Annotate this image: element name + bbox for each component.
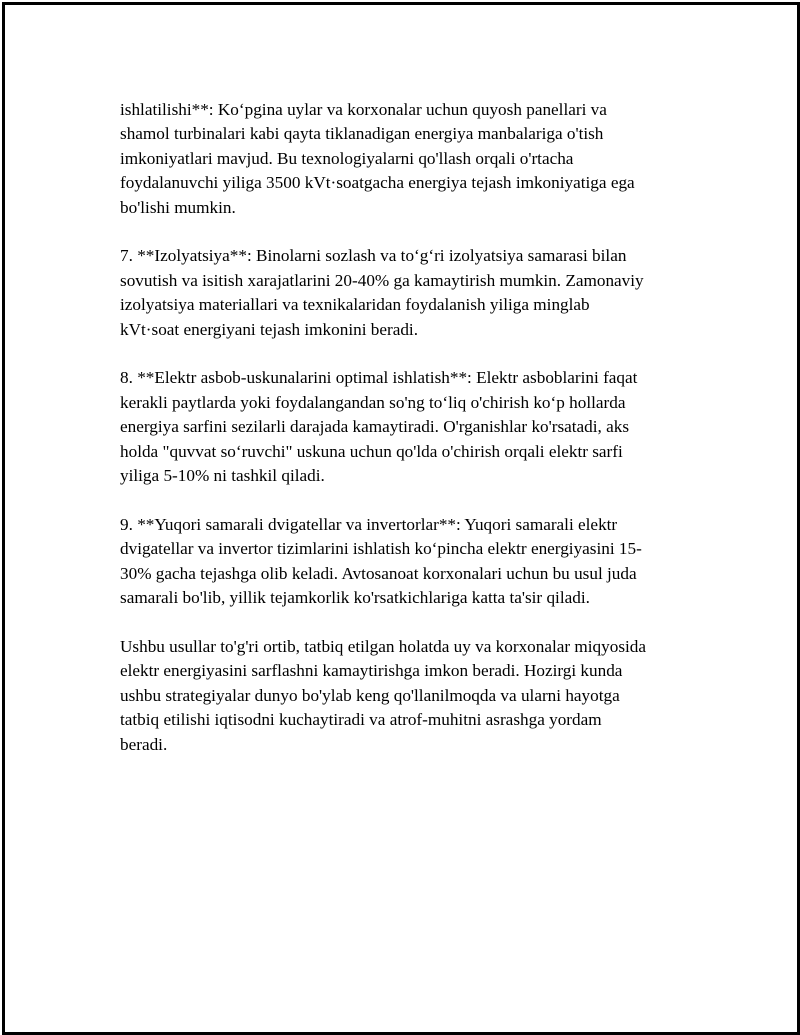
text-line: tatbiq etilishi iqtisodni kuchaytiradi va atrof-muhitni asrashga yordam (120, 710, 602, 730)
text-line: imkoniyatlari mavjud. Bu texnologiyalarni qo'llash orqali o'rtacha (120, 148, 574, 168)
text-line: 30% gacha tejashga olib keladi. Avtosanoat korxonalari uchun bu usul juda (120, 563, 637, 583)
text-line: energiya sarfini sezilarli darajada kamaytiradi. O'rganishlar ko'rsatadi, aks (120, 417, 630, 437)
paragraph-appliances (120, 366, 700, 488)
paragraph-conclusion (120, 635, 700, 757)
text-line: kerakli paytlarda yoki foydalangandan so'ng to‘liq o'chirish ko‘p hollarda (120, 392, 626, 412)
text-line: izolyatsiya materiallari va texnikalaridan foydalanish yiliga minglab (120, 295, 590, 315)
text-line: sovutish va isitish xarajatlarini 20-40% ga kamaytirish mumkin. Zamonaviy (120, 270, 644, 290)
text-line: ushbu strategiyalar dunyo bo'ylab keng qo'llanilmoqda va ularni hayotga (120, 685, 620, 705)
text-line: dvigatellar va invertor tizimlarini ishlatish ko‘pincha elektr energiyasini 15- (120, 539, 642, 559)
text-line: bo'lishi mumkin. (120, 197, 236, 217)
document-body (120, 98, 700, 781)
text-line: foydalanuvchi yiliga 3500 kVt·soatgacha energiya tejash imkoniyatiga ega (120, 173, 635, 193)
text-line: elektr energiyasini sarflashni kamaytirishga imkon beradi. Hozirgi kunda (120, 661, 623, 681)
paragraph-insulation (120, 244, 700, 342)
text-line: ishlatilishi**: Ko‘pgina uylar va korxonalar uchun quyosh panellari va (120, 100, 607, 119)
text-line: holda "quvvat so‘ruvchi" uskuna uchun qo'lda o'chirish orqali elektr sarfi (120, 441, 623, 461)
text-line: yiliga 5-10% ni tashkil qiladi. (120, 466, 325, 486)
text-line: 7. **Izolyatsiya**: Binolarni sozlash va to‘g‘ri izolyatsiya samarasi bilan (120, 246, 627, 266)
text-line: 8. **Elektr asbob-uskunalarini optimal ishlatish**: Elektr asboblarini faqat (120, 368, 638, 388)
text-line: Ushbu usullar to'g'ri ortib, tatbiq etilgan holatda uy va korxonalar miqyosida (120, 636, 647, 656)
paragraph-motors-inverters (120, 513, 700, 611)
paragraph-renewable-energy (120, 98, 700, 220)
text-line: samarali bo'lib, yillik tejamkorlik ko'rsatkichlariga katta ta'sir qiladi. (120, 588, 590, 608)
text-line: 9. **Yuqori samarali dvigatellar va invertorlar**: Yuqori samarali elektr (120, 514, 618, 534)
text-line: kVt·soat energiyani tejash imkonini beradi. (120, 319, 419, 339)
page-frame (2, 2, 800, 1035)
text-line: shamol turbinalari kabi qayta tiklanadigan energiya manbalariga o'tish (120, 124, 604, 144)
text-line: beradi. (120, 734, 168, 754)
